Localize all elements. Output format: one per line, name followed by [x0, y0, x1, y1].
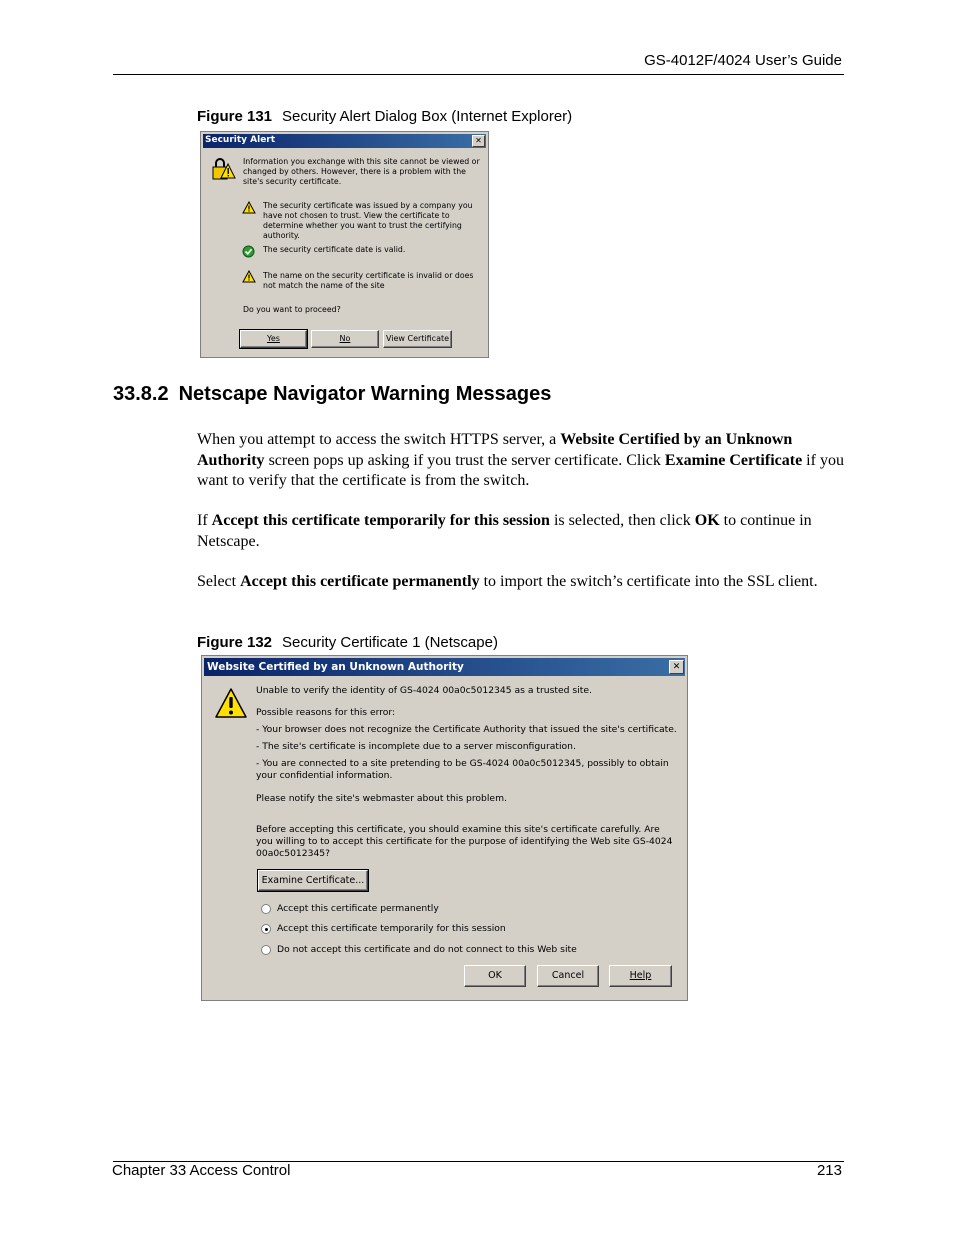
text-run: is selected, then click [549, 512, 695, 529]
close-button[interactable]: ✕ [472, 135, 485, 147]
dialog-title: Security Alert [205, 135, 276, 145]
examine-certificate-button[interactable]: Examine Certificate... [258, 870, 368, 891]
reason-incomplete-cert: - The site's certificate is incomplete due to a server misconfiguration. [256, 741, 576, 752]
text-run: to continue in Netscape. [197, 512, 812, 550]
footer-chapter: Chapter 33 Access Control [112, 1162, 291, 1179]
page-number: 213 [816, 1162, 842, 1179]
lock-warning-icon [210, 156, 236, 182]
figure-caption-text: Security Certificate 1 (Netscape) [282, 634, 498, 651]
section-number: 33.8.2 [113, 383, 169, 405]
text-run: Select [197, 573, 241, 590]
identity-message: Unable to verify the identity of GS-4024 00a0c5012345 as a trusted site. [256, 685, 592, 696]
reasons-heading: Possible reasons for this error: [256, 707, 396, 718]
paragraph-accept-temporarily [197, 511, 845, 552]
yes-button[interactable]: Yes [240, 330, 307, 348]
figure-caption-text: Security Alert Dialog Box (Internet Explorer) [282, 108, 573, 125]
radio-accept-session[interactable] [261, 924, 271, 934]
bold-run: Examine Certificate [664, 451, 803, 469]
text-run: If [197, 512, 212, 529]
bold-run: OK [694, 512, 720, 529]
close-button[interactable]: ✕ [669, 660, 684, 674]
proceed-question: Do you want to proceed? [243, 305, 341, 314]
security-alert-dialog [200, 131, 489, 358]
alert-item-date-valid: The security certificate date is valid. [263, 245, 406, 254]
view-certificate-button[interactable]: View Certificate [383, 330, 452, 348]
alert-item-untrusted: The security certificate was issued by a company you have not chosen to trust. View the certificate to determine whether you want to trust the certifying authority. [263, 201, 473, 240]
running-header: GS-4012F/4024 User’s Guide [644, 52, 842, 69]
section-title: Netscape Navigator Warning Messages [178, 383, 552, 405]
dialog-titlebar [203, 134, 486, 148]
figure-131-caption [197, 108, 572, 125]
paragraph-intro [197, 430, 845, 492]
option-accept-session-label: Accept this certificate temporarily for this session [277, 923, 506, 934]
text-run: When you attempt to access the switch HTTPS server, a [197, 431, 561, 448]
option-do-not-accept-label: Do not accept this certificate and do not connect to this Web site [277, 944, 577, 955]
bold-run: Accept this certificate temporarily for this session [211, 512, 550, 529]
warning-icon [214, 687, 248, 719]
warning-icon [242, 270, 256, 283]
figure-132-caption [197, 634, 498, 651]
help-button[interactable]: Help [609, 965, 672, 987]
radio-do-not-accept[interactable] [261, 945, 271, 955]
reason-unknown-ca: - Your browser does not recognize the Certificate Authority that issued the site's certificate. [256, 724, 677, 735]
cancel-button[interactable]: Cancel [537, 965, 599, 987]
dialog-titlebar [204, 658, 685, 676]
paragraph-accept-permanently [197, 572, 845, 593]
text-run: screen pops up asking if you trust the server certificate. Click [264, 451, 665, 469]
figure-label: Figure 131 [197, 108, 273, 125]
examine-advice: Before accepting this certificate, you should examine this site's certificate carefully. Are you willing to to accept this certificate for the purpose of identifying the Web site GS-4024 00a0c5012345? [256, 824, 673, 859]
figure-label: Figure 132 [197, 634, 273, 651]
header-rule [113, 74, 844, 75]
reason-impostor-site: - You are connected to a site pretending to be GS-4024 00a0c5012345, possibly to obtain your confidential information. [256, 758, 669, 781]
alert-intro: Information you exchange with this site cannot be viewed or changed by others. However, there is a problem with the site's security certificate. [243, 157, 480, 186]
text-run: if you want to verify that the certificate is from the switch. [197, 451, 844, 489]
notify-webmaster: Please notify the site's webmaster about this problem. [256, 793, 507, 804]
text-run: to import the switch’s certificate into the SSL client. [479, 573, 818, 590]
bold-run: Accept this certificate permanently [240, 573, 480, 590]
alert-item-name-mismatch: The name on the security certificate is invalid or does not match the name of the site [263, 271, 474, 290]
dialog-title: Website Certified by an Unknown Authority [207, 661, 464, 673]
checkmark-icon [242, 245, 255, 258]
unknown-authority-dialog [201, 655, 688, 1001]
option-accept-permanently-label: Accept this certificate permanently [277, 903, 439, 914]
warning-icon [242, 201, 256, 214]
section-heading [113, 383, 551, 406]
no-button[interactable]: No [311, 330, 379, 348]
radio-accept-permanently[interactable] [261, 904, 271, 914]
bold-run: Website Certified by an Unknown Authority [197, 431, 793, 469]
ok-button[interactable]: OK [464, 965, 526, 987]
